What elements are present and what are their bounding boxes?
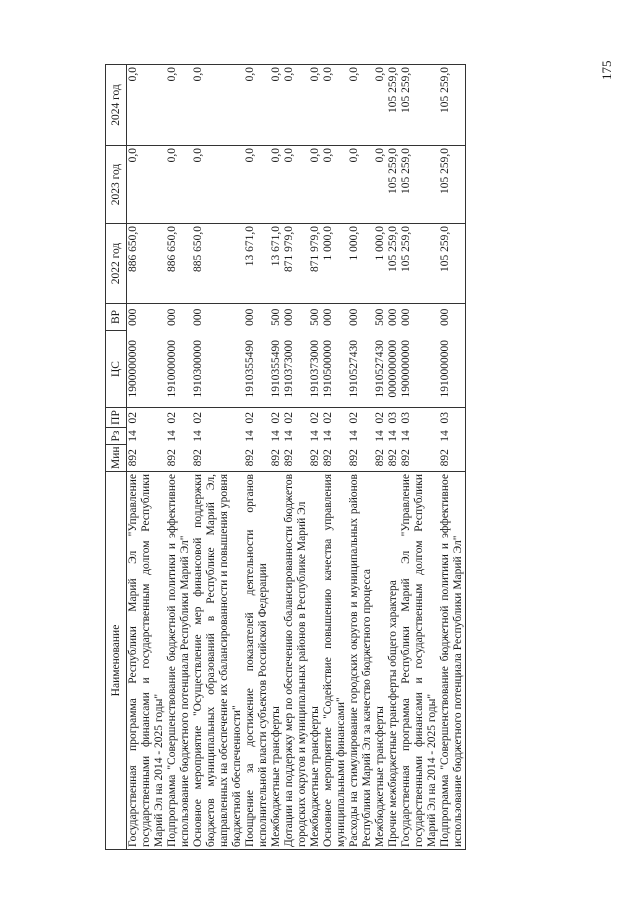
row-name-cell: Государственная программа Республики Марий Эл "Управление государственными финансами и государственным долгом Республики Марий Эл на 2014 - 2025 годы" [127,472,167,850]
row-vr-cell: 500 [270,304,283,331]
row-pr-cell: 02 [348,408,374,428]
header-2024: 2024 год [106,65,127,146]
row-cs-cell: 1910527430 [374,340,386,398]
row-name-cell: Подпрограмма "Совершенствование бюджетной политики и эффективное использование бюджетного потенциала Республики Марий Эл" [439,472,466,850]
header-name: Наименование [106,472,127,850]
row-vr-cell: 000 [387,304,400,331]
row-vr-cell: 000 [400,304,439,331]
budget-table [105,64,466,850]
row-2024-cell: 0,0 [374,65,387,146]
row-vr-cell: 500 [374,304,387,331]
row-2023-cell: 105 259,0 [400,146,439,224]
header-2022: 2022 год [106,224,127,304]
row-2023-cell: 0,0 [270,146,283,224]
table-row [244,65,270,850]
table-row [166,65,192,850]
row-min-cell: 892 [322,449,334,467]
row-pr-cell: 02 [244,408,270,428]
table-row [374,65,387,850]
row-2024-cell: 0,0 [127,65,167,146]
row-2022-cell: 13 671,0 [244,224,270,304]
row-rz-cell: 14 [244,430,256,442]
row-2022-cell: 105 259,0 [439,224,466,304]
row-2023-cell: 0,0 [283,146,309,224]
row-min-cell: 892 [309,449,321,467]
row-2022-cell: 871 979,0 [283,224,309,304]
row-vr-cell: 000 [348,304,374,331]
row-2022-cell: 105 259,0 [387,224,400,304]
row-cs-cell: 1910373000 [283,340,295,398]
row-min-cell: 892 [348,449,360,467]
row-cs-cell: 1910355490 [244,340,256,398]
row-cs-cell: 1910500000 [322,340,334,398]
row-name-cell: Основное мероприятие "Осуществление мер финансовой поддержки бюджетов муниципальных образований в Республике Марий Эл, направленных на обеспечение их сбалансированности и повышения уровня бюджетной обеспеченности" [192,472,244,850]
row-pr-cell: 02 [166,408,192,428]
row-2023-cell: 0,0 [348,146,374,224]
row-rz-cell: 14 [374,430,386,442]
row-pr-cell: 02 [127,408,167,428]
row-2024-cell: 105 259,0 [387,65,400,146]
row-cs-cell: 1900000000 [127,340,139,398]
row-2023-cell: 0,0 [127,146,167,224]
row-cs-cell: 1910355490 [270,340,282,398]
row-cs-cell: 1910000000 [439,331,466,408]
row-min-cell: 892 [270,449,282,467]
row-cs-cell: 1910000000 [166,340,178,398]
row-name-cell: Межбюджетные трансферты [374,472,387,850]
row-cs-cell: 1910527430 [348,340,360,398]
row-2023-cell: 105 259,0 [387,146,400,224]
row-pr-cell: 02 [322,408,348,428]
row-cs-cell: 1900000000 [400,340,412,398]
row-2024-cell: 0,0 [270,65,283,146]
row-min-cell: 892 [387,449,399,467]
row-2023-cell: 0,0 [374,146,387,224]
row-name-cell: Расходы на стимулирование городских округов и муниципальных районов Республики Марий Эл за качество бюджетного процесса [348,472,374,850]
page-number: 175 [599,60,614,80]
row-2022-cell: 885 650,0 [192,224,244,304]
row-2022-cell: 871 979,0 [309,224,322,304]
row-rz-cell: 14 [309,430,321,442]
row-rz-cell: 14 [439,428,466,445]
row-rz-cell: 14 [192,430,204,442]
row-rz-cell: 14 [270,430,282,442]
table-row [439,65,466,850]
row-min-cell: 892 [192,449,204,467]
row-name-cell: Государственная программа Республики Марий Эл "Управление государственными финансами и государственным долгом Республики Марий Эл на 2014 - 2025 годы" [400,472,439,850]
row-vr-cell: 000 [439,304,466,331]
row-rz-cell: 14 [283,430,295,442]
row-name-cell: Межбюджетные трансферты [309,472,322,850]
header-pr: ПР [106,408,127,428]
row-2022-cell: 1 000,0 [348,224,374,304]
row-2023-cell: 105 259,0 [439,146,466,224]
row-2023-cell: 0,0 [322,146,348,224]
row-2024-cell: 105 259,0 [400,65,439,146]
row-2022-cell: 886 650,0 [166,224,192,304]
rotated-page-content [105,65,553,850]
table-row [322,65,348,850]
row-pr-cell: 02 [309,408,322,428]
row-rz-cell: 14 [348,430,360,442]
table-row [283,65,309,850]
table-row [400,65,439,850]
row-vr-cell: 000 [166,304,192,331]
row-2024-cell: 0,0 [244,65,270,146]
row-rz-cell: 14 [400,430,412,442]
row-vr-cell: 000 [283,304,309,331]
row-pr-cell: 02 [192,408,244,428]
row-vr-cell: 000 [192,304,244,331]
row-min-cell: 892 [244,449,256,467]
row-2023-cell: 0,0 [192,146,244,224]
row-rz-cell: 14 [127,430,139,442]
row-rz-cell: 14 [166,430,178,442]
row-min-cell: 892 [400,449,412,467]
row-rz-cell: 14 [387,430,399,442]
row-2022-cell: 13 671,0 [270,224,283,304]
header-2023: 2023 год [106,146,127,224]
row-rz-cell: 14 [322,430,334,442]
row-name-cell: Межбюджетные трансферты [270,472,283,850]
row-vr-cell: 000 [322,304,348,331]
table-row [387,65,400,850]
row-2024-cell: 105 259,0 [439,65,466,146]
row-2023-cell: 0,0 [166,146,192,224]
table-row [348,65,374,850]
row-2024-cell: 0,0 [322,65,348,146]
row-min-cell: 892 [439,445,466,472]
row-2022-cell: 886 650,0 [127,224,167,304]
table-row [127,65,167,850]
row-min-cell: 892 [166,449,178,467]
row-pr-cell: 03 [439,408,466,428]
table-row [270,65,283,850]
table-header-row [106,65,127,850]
row-cs-cell: 1910373000 [309,340,321,398]
row-2024-cell: 0,0 [166,65,192,146]
row-min-cell: 892 [374,449,386,467]
row-2022-cell: 105 259,0 [400,224,439,304]
row-vr-cell: 000 [244,304,270,331]
header-rz: Рз [106,428,127,445]
row-name-cell: Поощрение за достижение показателей деятельности органов исполнительной власти субъектов Российской Федерации [244,472,270,850]
header-min: Мин [106,445,127,472]
row-pr-cell: 02 [374,408,387,428]
row-2024-cell: 0,0 [348,65,374,146]
row-vr-cell: 000 [127,304,167,331]
row-name-cell: Подпрограмма "Совершенствование бюджетной политики и эффективное использование бюджетного потенциала Республики Марий Эл" [166,472,192,850]
row-2022-cell: 1 000,0 [374,224,387,304]
row-cs-cell: 0000000000 [387,340,399,398]
header-vr: ВР [106,304,127,331]
header-cs: ЦС [106,331,127,408]
row-2023-cell: 0,0 [309,146,322,224]
row-pr-cell: 03 [400,408,439,428]
row-min-cell: 892 [127,449,139,467]
row-min-cell: 892 [283,449,295,467]
row-pr-cell: 02 [283,408,309,428]
table-row [192,65,244,850]
row-2023-cell: 0,0 [244,146,270,224]
row-2024-cell: 0,0 [192,65,244,146]
row-cs-cell: 1910300000 [192,340,204,398]
row-2024-cell: 0,0 [309,65,322,146]
row-2022-cell: 1 000,0 [322,224,348,304]
row-name-cell: Прочие межбюджетные трансферты общего характера [387,472,400,850]
row-vr-cell: 500 [309,304,322,331]
row-name-cell: Основное мероприятие "Содействие повышению качества управления муниципальными финансами" [322,472,348,850]
table-row [309,65,322,850]
row-pr-cell: 03 [387,408,400,428]
table-body [127,65,466,850]
row-2024-cell: 0,0 [283,65,309,146]
row-name-cell: Дотации на поддержку мер по обеспечению сбалансированности бюджетов городских округов и муниципальных районов в Республике Марий Эл [283,472,309,850]
row-pr-cell: 02 [270,408,283,428]
